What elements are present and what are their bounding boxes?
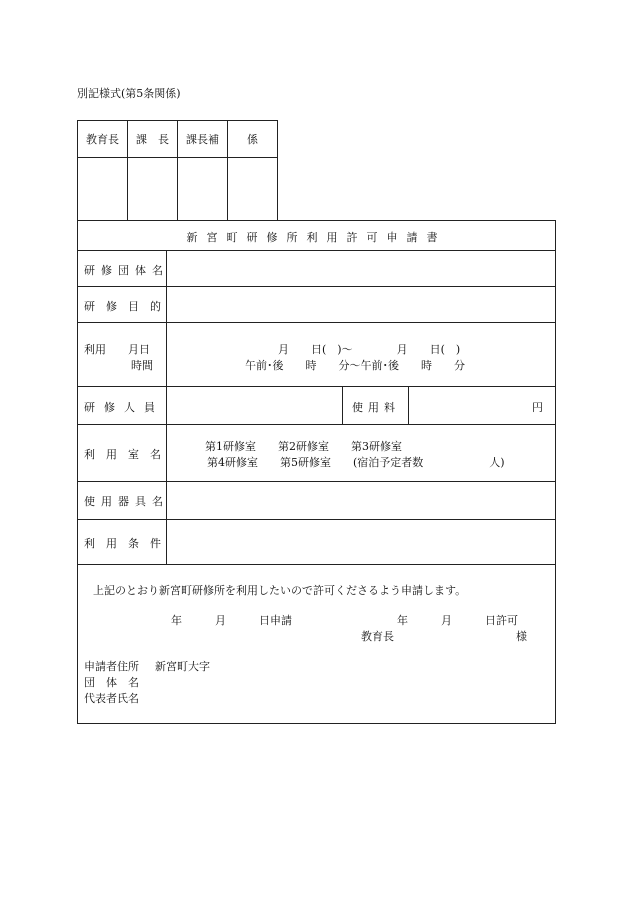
row-divider (77, 322, 556, 323)
fee-column-divider (342, 386, 343, 424)
fee-column-divider (408, 386, 409, 424)
row-divider (77, 424, 556, 425)
row-divider (77, 564, 556, 565)
usage-time-line: 午前･後 時 分〜午前･後 時 分 (245, 359, 465, 372)
row-divider (77, 481, 556, 482)
members-label: 研修人員 (84, 401, 164, 414)
usage-date-line: 月 日( )〜 月 日( ) (278, 343, 461, 356)
superintendent-label: 教育長 (361, 630, 394, 643)
usage-date-label: 利用 月日 (84, 343, 150, 356)
equipment-label: 使用器具名 (84, 495, 169, 508)
applicant-address-value: 新宮町大字 (155, 660, 210, 673)
row-divider (77, 519, 556, 520)
usage-time-label: 時間 (131, 359, 153, 372)
approval-header-superintendent: 教育長 (86, 133, 119, 146)
application-form (77, 220, 556, 724)
applicant-address-label: 申請者住所 (84, 660, 139, 673)
form-title: 新宮町研修所利用許可申請書 (186, 231, 447, 244)
form-label: 別記様式(第5条関係) (77, 87, 181, 100)
honorific: 様 (516, 630, 527, 643)
permit-date: 年 月 日許可 (397, 614, 518, 627)
row-divider (77, 286, 556, 287)
purpose-label: 研修目的 (84, 300, 172, 313)
fee-unit: 円 (532, 401, 543, 414)
application-date: 年 月 日申請 (171, 614, 292, 627)
group-name-footer-label: 団 体 名 (84, 676, 139, 689)
group-name-label: 研修団体名 (84, 264, 169, 277)
rooms-label: 利用室名 (84, 448, 172, 461)
fee-label: 使用料 (352, 401, 400, 414)
rooms-line-2: 第4研修室 第5研修室 (宿泊予定者数 人) (207, 456, 505, 469)
conditions-label: 利用条件 (84, 537, 172, 550)
request-statement: 上記のとおり新宮町研修所を利用したいので許可くださるよう申請します。 (93, 584, 467, 597)
rooms-line-1: 第1研修室 第2研修室 第3研修室 (205, 440, 402, 453)
row-divider (77, 250, 556, 251)
approval-header-section-chief: 課 長 (136, 133, 169, 146)
representative-name-label: 代表者氏名 (84, 692, 139, 705)
approval-header-deputy-chief: 課長補 (186, 133, 219, 146)
approval-header-staff: 係 (247, 133, 258, 146)
row-divider (77, 386, 556, 387)
